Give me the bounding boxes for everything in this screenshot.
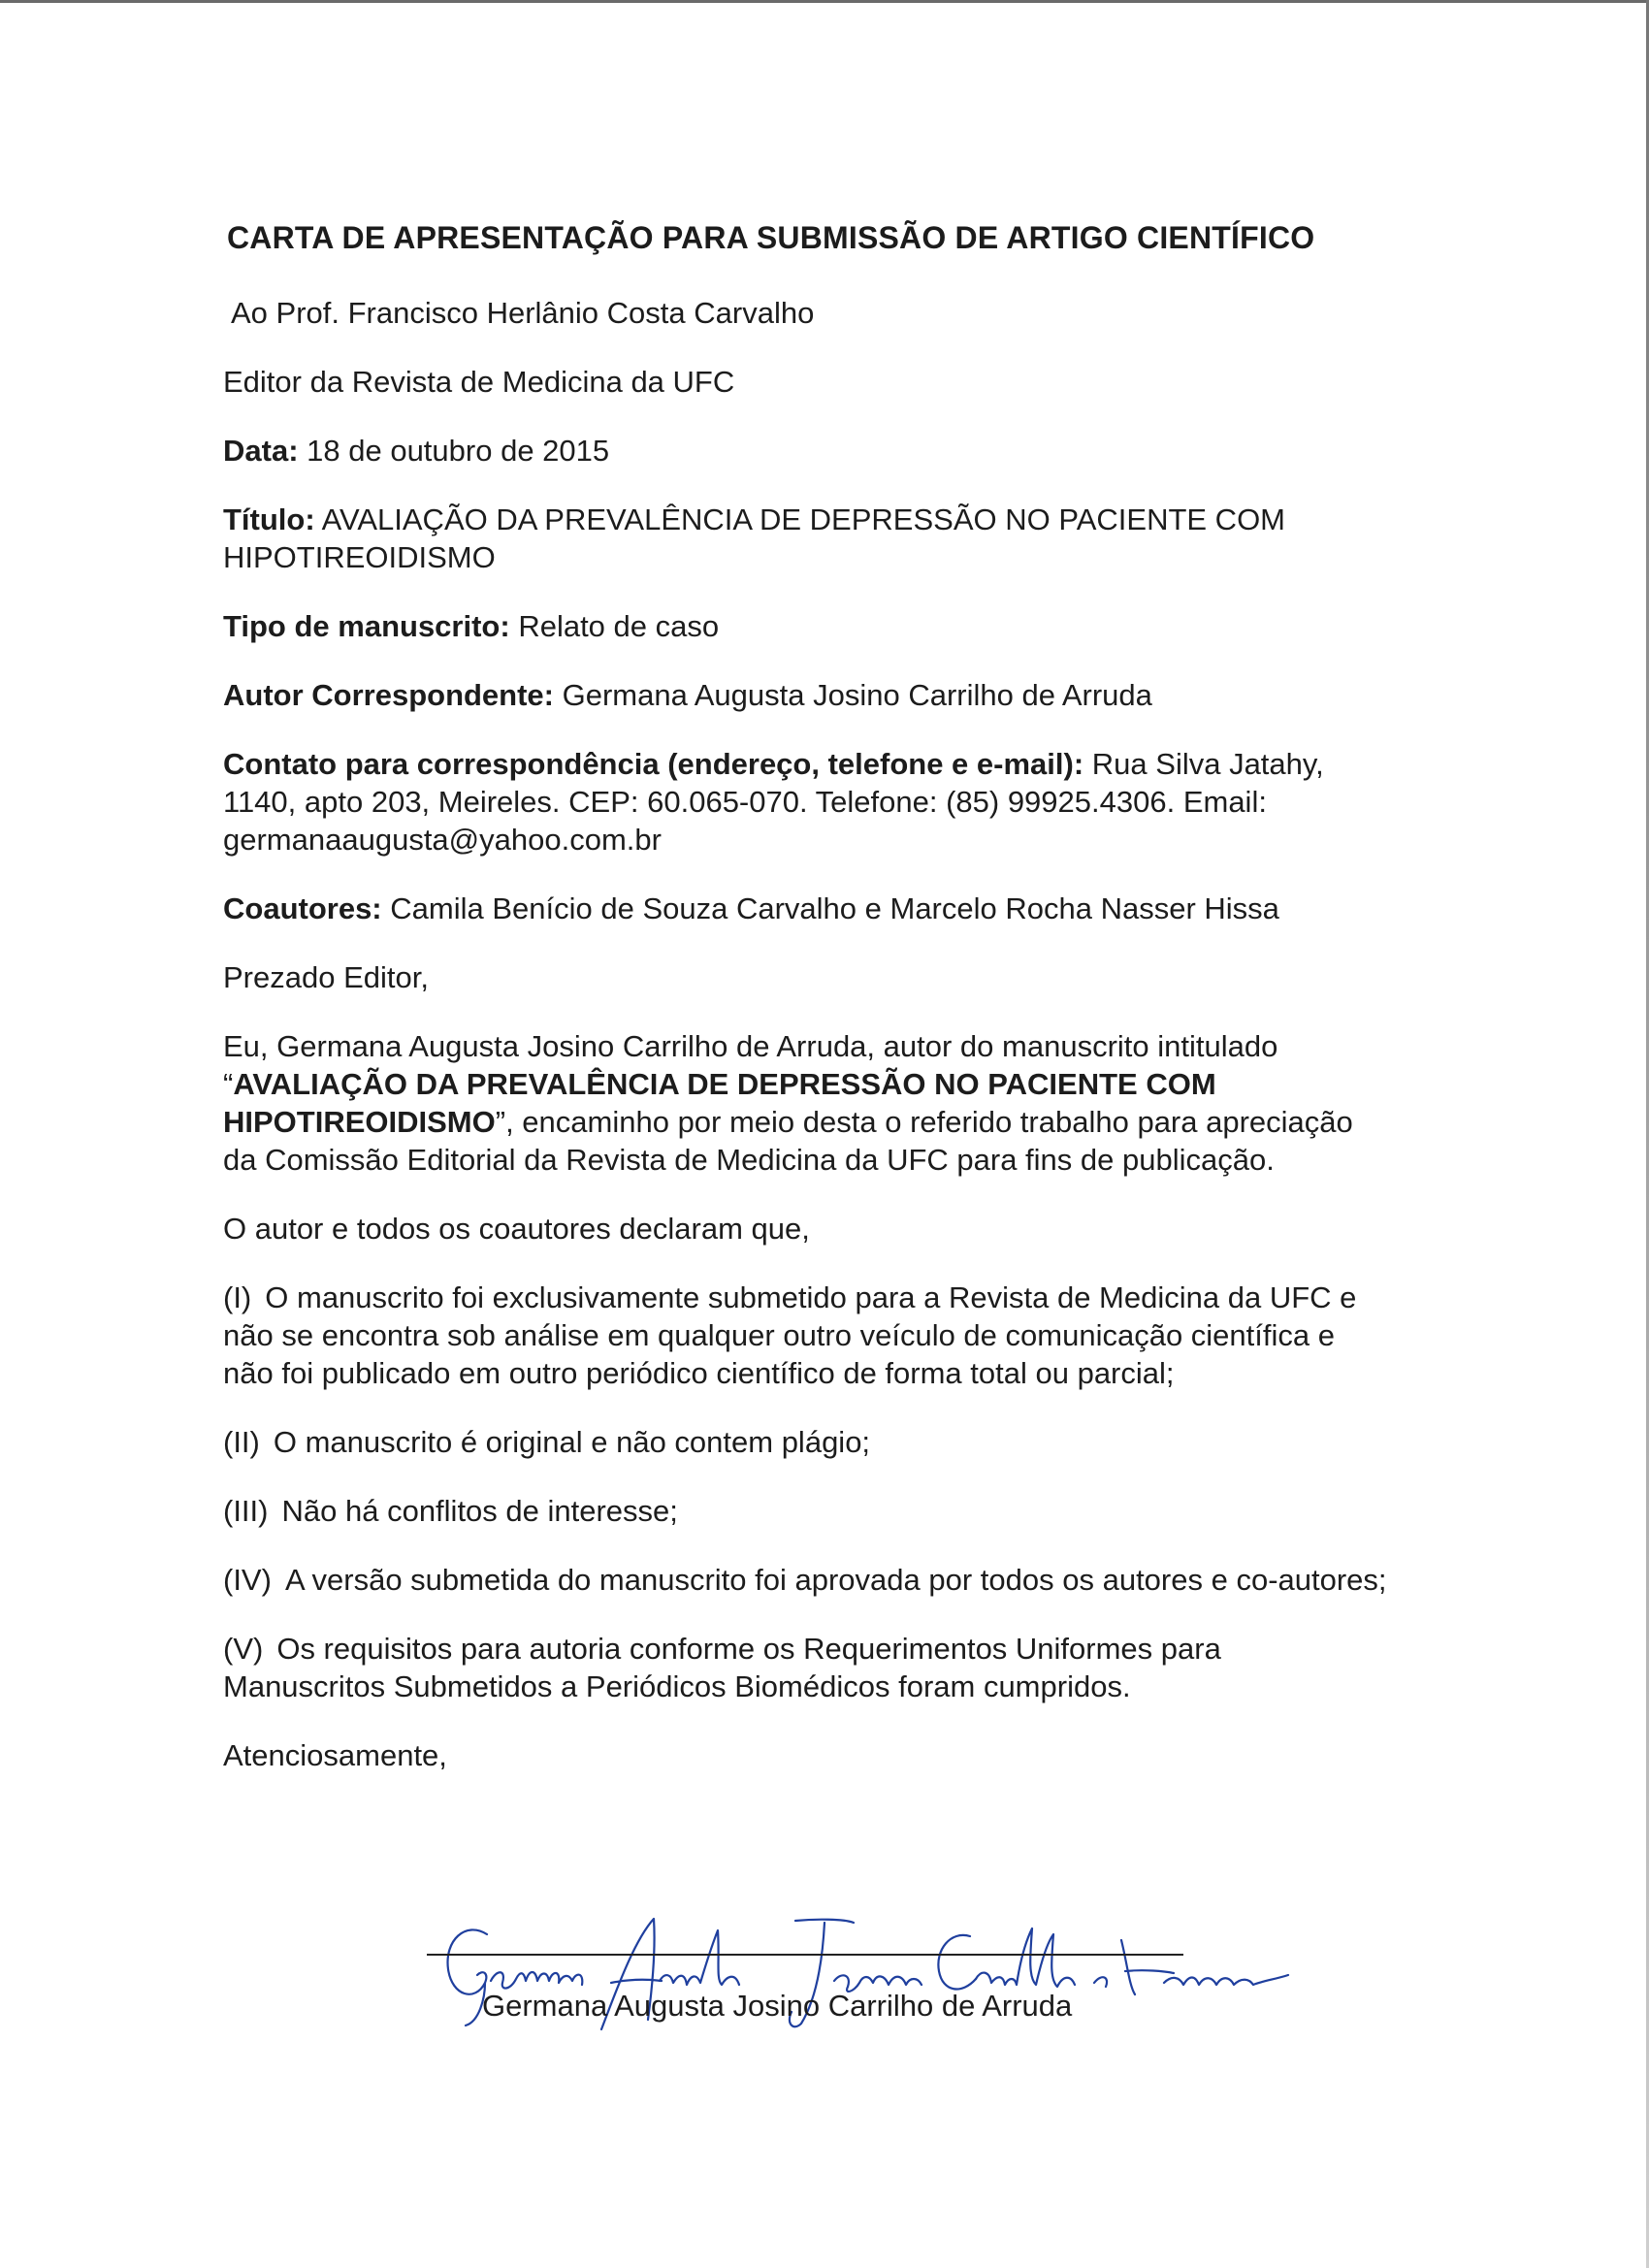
declaration-intro: O autor e todos os coautores declaram que, [223,1212,810,1246]
field-label: Tipo de manuscrito: [223,609,510,643]
field-corresponding-author [223,676,1387,714]
declaration-number: (I) [223,1280,252,1314]
letter-body [223,219,1387,1805]
declaration-item [223,1423,1387,1461]
declaration-number: (III) [223,1494,269,1528]
field-value: Relato de caso [518,609,720,643]
field-label: Data: [223,434,299,468]
declaration-number: (IV) [223,1563,272,1597]
declaration-text: Não há conflitos de interesse; [281,1494,678,1528]
field-date [223,432,1387,470]
declaration-item [223,1561,1387,1599]
signer-name: Germana Augusta Josino Carrilho de Arruda [482,1989,1073,2023]
declaration-text: A versão submetida do manuscrito foi aprovada por todos os autores e co-autores; [284,1563,1387,1597]
signature-line [427,1954,1183,1956]
letter-title: CARTA DE APRESENTAÇÃO PARA SUBMISSÃO DE ARTIGO CIENTÍFICO [227,220,1315,255]
field-value: AVALIAÇÃO DA PREVALÊNCIA DE DEPRESSÃO NO PACIENTE COM HIPOTIREOIDISMO [223,502,1286,574]
field-coauthors [223,890,1387,927]
addressee: Ao Prof. Francisco Herlânio Costa Carvalho [231,296,815,330]
declaration-item [223,1279,1387,1392]
field-value: Germana Augusta Josino Carrilho de Arruda [562,678,1152,712]
manuscript-title: AVALIAÇÃO DA PREVALÊNCIA DE DEPRESSÃO NO PACIENTE COM HIPOTIREOIDISMO [223,1067,1216,1139]
field-value: Camila Benício de Souza Carvalho e Marcelo Rocha Nasser Hissa [390,891,1279,925]
salutation: Prezado Editor, [223,960,429,994]
closing: Atenciosamente, [223,1738,447,1772]
body-intro: Eu, Germana Augusta Josino Carrilho de Arruda, autor do manuscrito intitulado [223,1029,1278,1063]
field-label: Contato para correspondência (endereço, telefone e e-mail): [223,747,1084,781]
declaration-text: O manuscrito foi exclusivamente submetido para a Revista de Medicina da UFC e não se encontra sob análise em qualquer outro veículo de comunicação científica e não foi publicado em outro periódico científico de forma total ou parcial; [223,1280,1357,1390]
body-continuation: ”, encaminho por meio desta o referido trabalho para apreciação da Comissão Editorial da Revista de Medicina da UFC para fins de publicação. [223,1105,1353,1177]
field-label: Título: [223,502,315,536]
field-value: Rua Silva Jatahy, 1140, apto 203, Meireles. CEP: 60.065-070. Telefone: (85) 99925.4306. Email: germanaaugusta@yahoo.com.br [223,747,1324,857]
field-label: Coautores: [223,891,382,925]
body-paragraph [223,1027,1387,1179]
open-quote: “ [223,1067,234,1101]
declaration-item [223,1492,1387,1530]
declaration-text: Os requisitos para autoria conforme os Requerimentos Uniformes para Manuscritos Submetidos a Periódicos Biomédicos foram cumpridos. [223,1632,1221,1703]
declaration-item [223,1630,1387,1705]
field-label: Autor Correspondente: [223,678,554,712]
field-contact [223,745,1387,859]
field-title [223,501,1387,576]
field-value: 18 de outubro de 2015 [307,434,610,468]
addressee-role: Editor da Revista de Medicina da UFC [223,365,735,399]
scan-edge-top [0,0,1649,3]
declaration-number: (II) [223,1425,260,1459]
declaration-number: (V) [223,1632,264,1666]
declaration-text: O manuscrito é original e não contem plágio; [273,1425,871,1459]
field-manuscript-type [223,607,1387,645]
